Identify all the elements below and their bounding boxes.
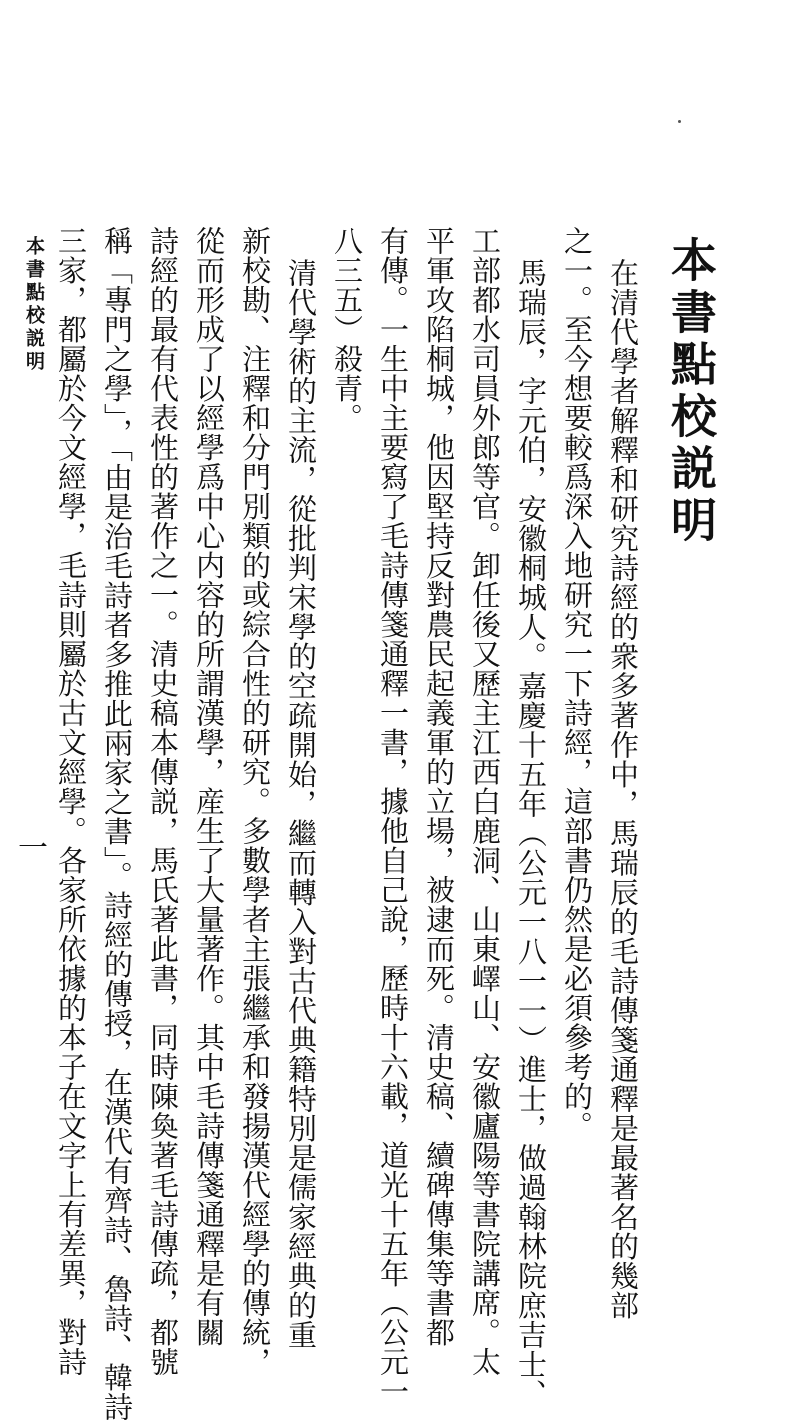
running-header: 本書點校説明 [23,236,45,374]
text-column: 詩經的最有代表性的著作之一。清史稿本傳説，馬氏著此書，同時陳奐著毛詩傳疏，都號 [146,226,180,1377]
print-speck [678,120,681,123]
page-number: 一 [18,831,48,866]
page-title: 本書點校説明 [664,236,718,548]
text-column: 稱「專門之學」，「由是治毛詩者多推此兩家之書」。詩經的傳授，在漢代有齊詩、魯詩、韓詩 [100,226,134,1422]
text-column: 馬瑞辰，字元伯，安徽桐城人。嘉慶十五年（公元一八一一）進士，做過翰林院庶吉士、 [514,258,548,1409]
text-column: 之一。至今想要較爲深入地研究一下詩經，這部書仍然是必須參考的。 [560,226,594,1141]
text-column: 有傳。一生中主要寫了毛詩傳箋通釋一書，據他自己說，歷時十六載，道光十五年（公元一 [376,226,410,1406]
text-column: 平軍攻陷桐城，他因堅持反對農民起義軍的立場，被逮而死。清史稿、續碑傳集等書都 [422,226,456,1347]
text-column: 工部都水司員外郎等官。卸任後又歷主江西白鹿洞、山東嶧山、安徽廬陽等書院講席。太 [468,226,502,1377]
text-column: 清代學術的主流，從批判宋學的空疏開始，繼而轉入對古代典籍特別是儒家經典的重 [284,258,318,1350]
text-column: 在清代學者解釋和研究詩經的衆多著作中，馬瑞辰的毛詩傳箋通釋是最著名的幾部 [606,258,640,1320]
text-column: 新校勘、注釋和分門別類的或綜合性的研究。多數學者主張繼承和發揚漢代經學的傳統， [238,226,272,1377]
text-column: 三家，都屬於今文經學，毛詩則屬於古文經學。各家所依據的本子在文字上有差異，對詩 [54,226,88,1377]
text-column: 從而形成了以經學爲中心内容的所謂漢學，産生了大量著作。其中毛詩傳箋通釋是有關 [192,226,226,1347]
text-column: 八三五）殺青。 [330,226,364,433]
